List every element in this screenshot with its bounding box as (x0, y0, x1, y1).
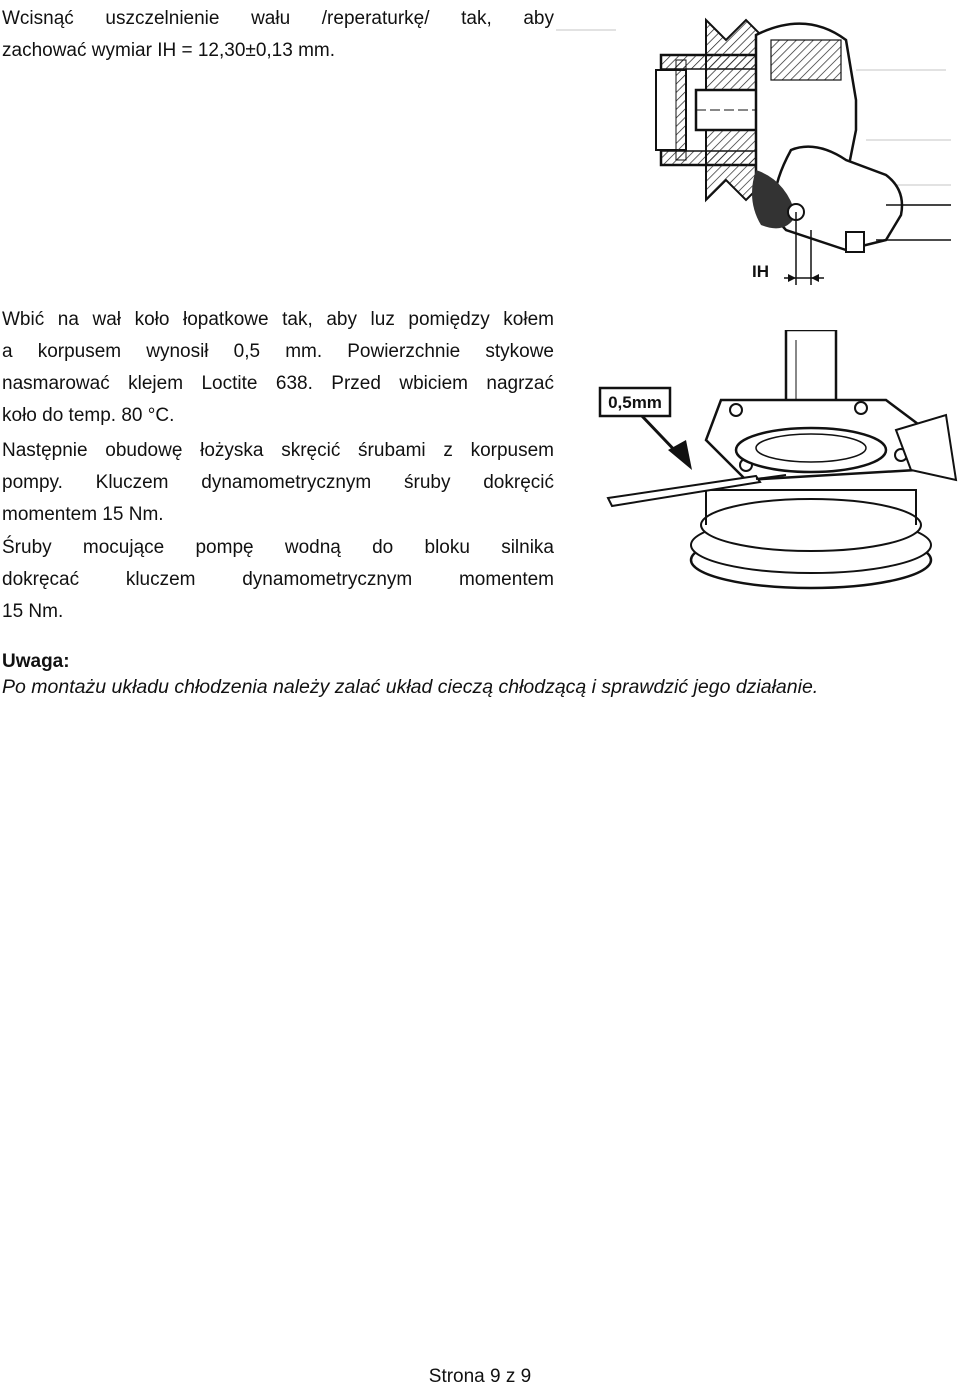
text-line: momentem 15 Nm. (2, 504, 164, 525)
gap-label: 0,5mm (608, 393, 662, 412)
text-line: koło do temp. 80 °C. (2, 405, 175, 426)
text-line: zachować wymiar IH = 12,30±0,13 mm. (2, 40, 336, 61)
text-line: Śruby mocujące pompę wodną do bloku silnika (2, 537, 554, 558)
text-line: Wcisnąć uszczelnienie wału /reperaturkę/ tak, aby (2, 8, 554, 29)
text-line: dokręcać kluczem dynamometrycznym momentem (2, 569, 554, 590)
text-line: nasmarować klejem Loctite 638. Przed wbiciem nagrzać (2, 373, 554, 394)
note-label: Uwaga: (2, 651, 70, 672)
text-line: 15 Nm. (2, 601, 64, 622)
text-line: pompy. Kluczem dynamometrycznym śruby dokręcić (2, 472, 554, 493)
ih-dimension-label: IH (752, 262, 769, 281)
impeller-gap-figure (596, 330, 960, 600)
text-line: a korpusem wynosił 0,5 mm. Powierzchnie stykowe (2, 341, 554, 362)
paragraph-seal-instruction (2, 3, 554, 67)
paragraph-bearing-housing (2, 435, 554, 531)
paragraph-pump-mounting (2, 532, 554, 628)
note-text: Po montażu układu chłodzenia należy zalać układ cieczą chłodzącą i sprawdzić jego działanie. (2, 676, 819, 698)
page-footer: Strona 9 z 9 (428, 1366, 532, 1387)
pump-cross-section-figure (556, 0, 960, 300)
text-line: Następnie obudowę łożyska skręcić śrubami z korpusem (2, 440, 554, 461)
paragraph-impeller-instruction (2, 304, 554, 432)
text-line: Wbić na wał koło łopatkowe tak, aby luz pomiędzy kołem (2, 309, 554, 330)
